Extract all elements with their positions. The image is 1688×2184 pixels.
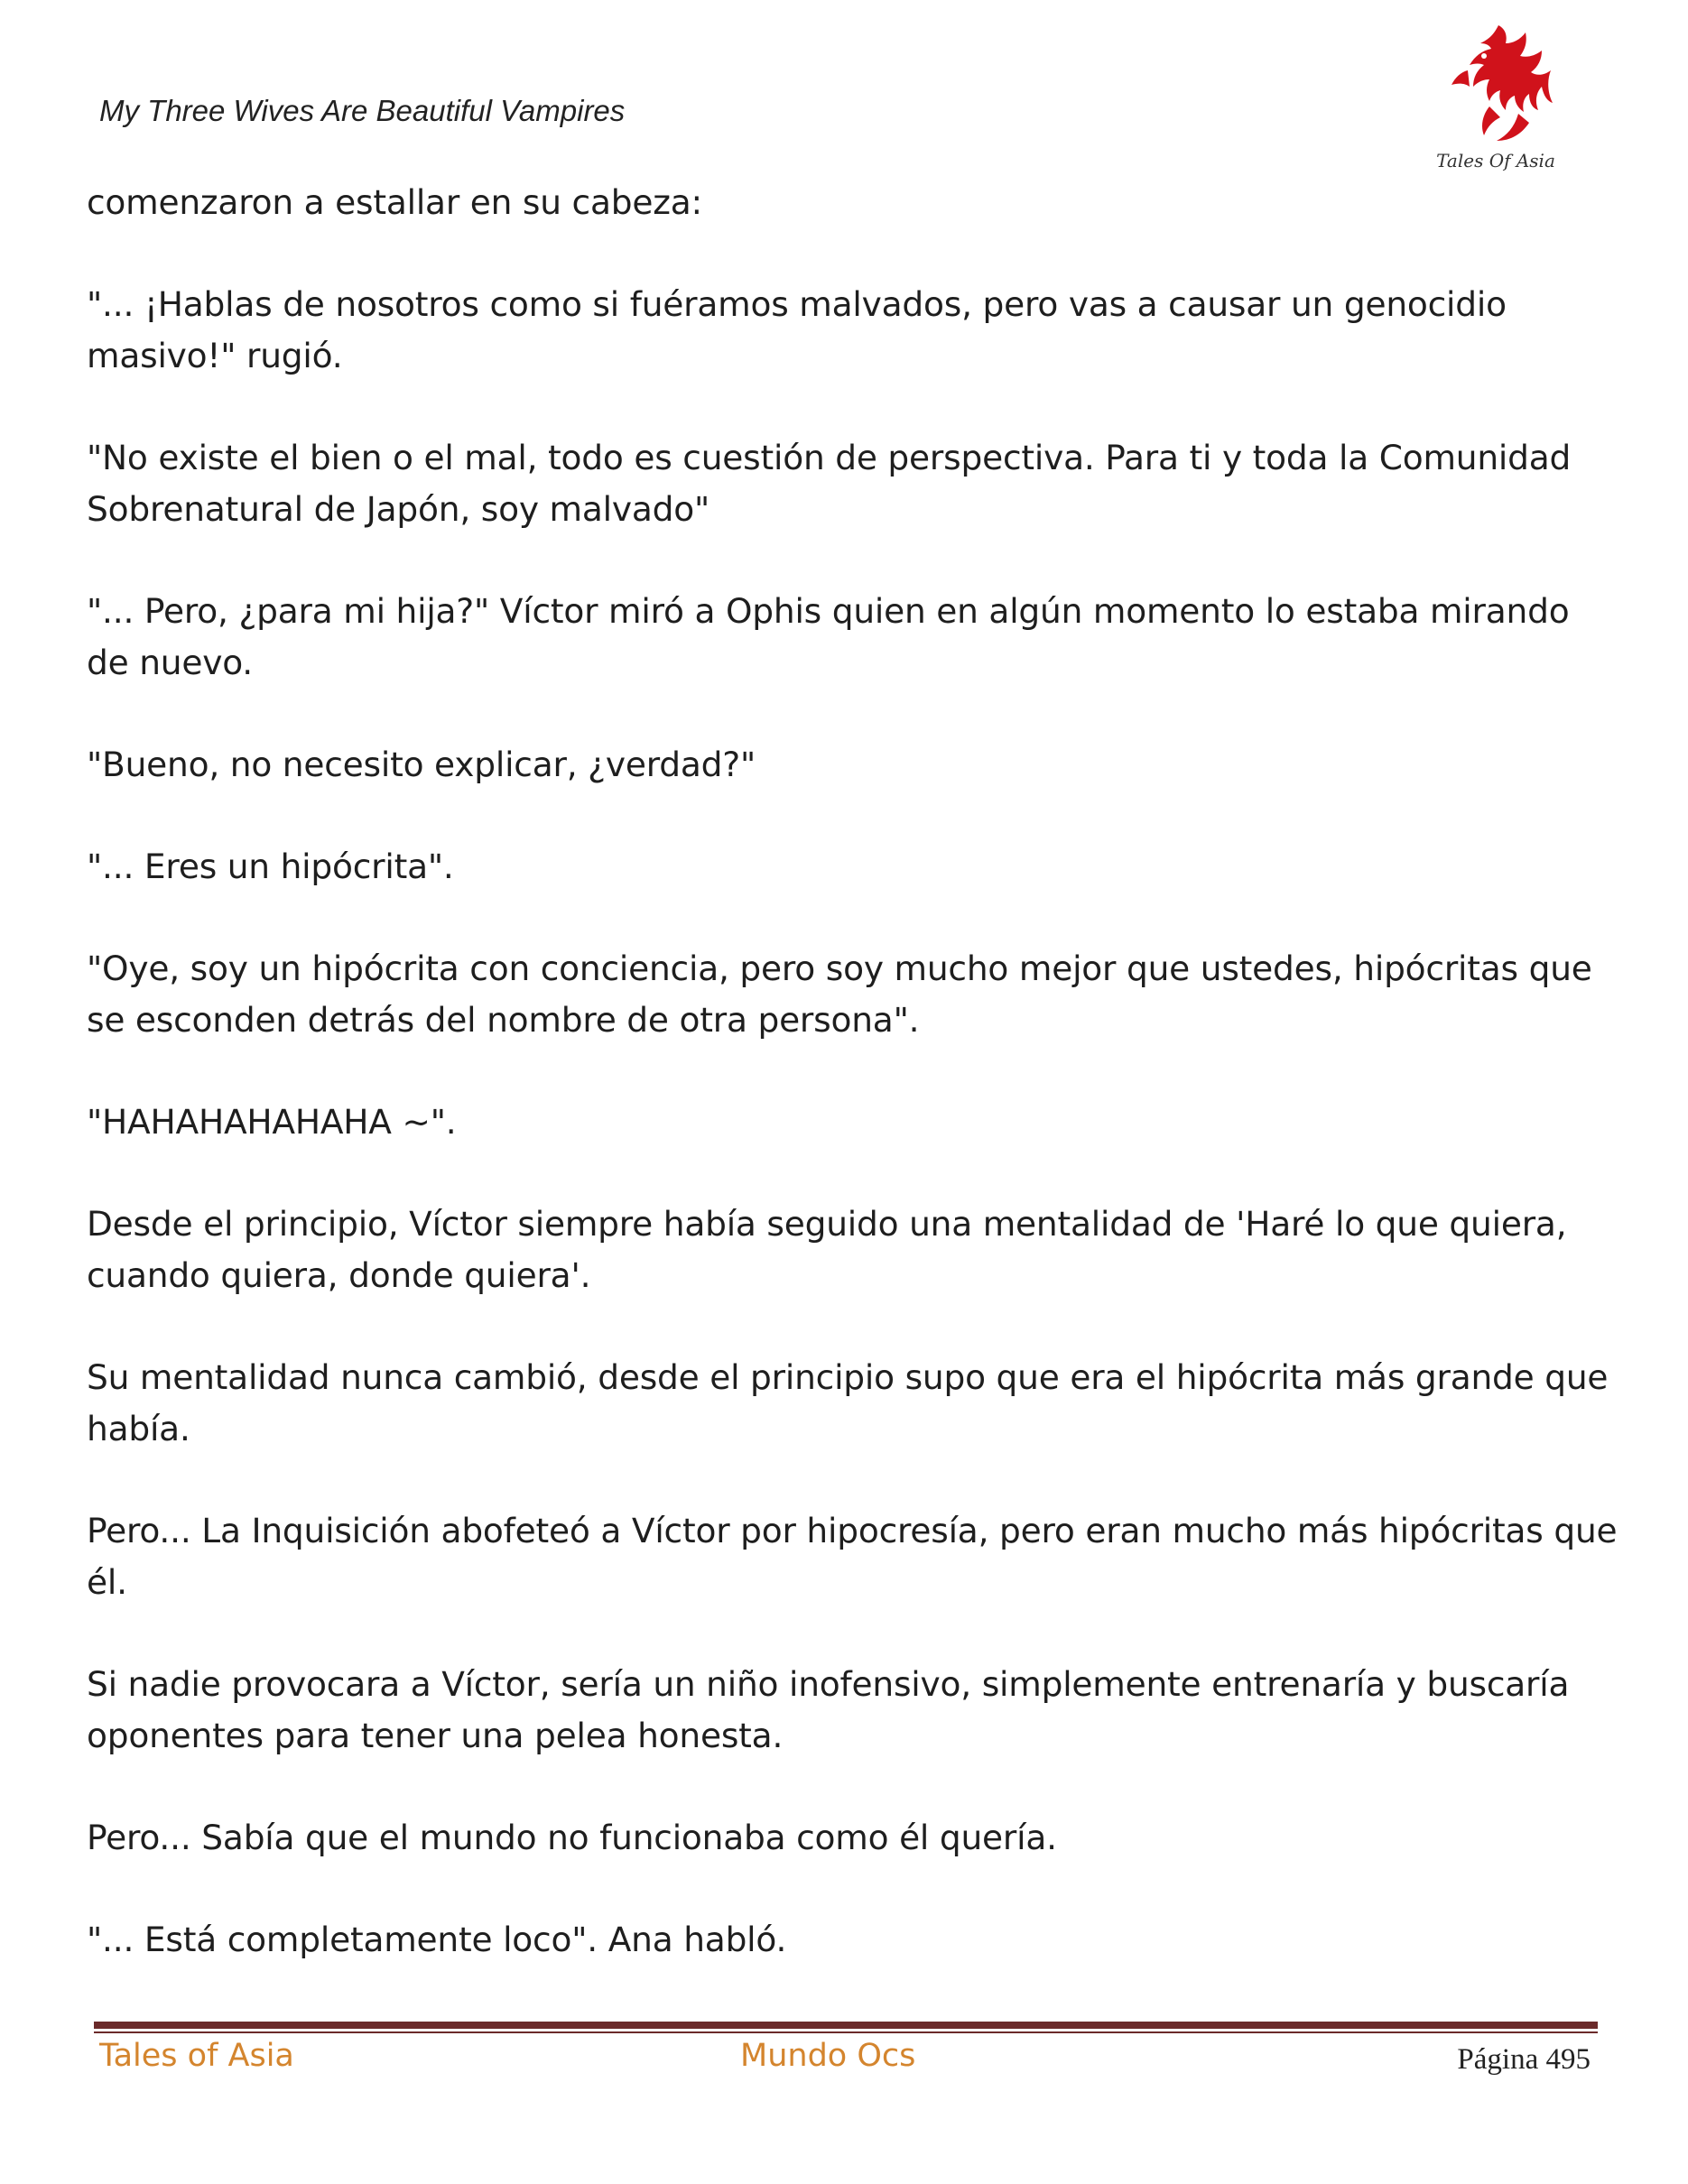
- paragraph: Pero... La Inquisición abofeteó a Víctor por hipocresía, pero eran mucho más hipócritas que él.: [87, 1511, 1618, 1602]
- logo-text: Tales Of Asia: [1436, 150, 1555, 171]
- footer-divider: [94, 2022, 1598, 2029]
- footer-site-name: Tales of Asia: [99, 2038, 294, 2074]
- paragraph: "No existe el bien o el mal, todo es cuestión de perspectiva. Para ti y toda la Comunidad Sobrenatural de Japón, soy malvado": [87, 438, 1572, 529]
- chapter-body: [87, 177, 1621, 2016]
- paragraph: comenzaron a estallar en su cabeza:: [87, 182, 702, 222]
- paragraph: "... Está completamente loco". Ana habló.: [87, 1920, 787, 1959]
- paragraph: "HAHAHAHAHAHA ~".: [87, 1102, 457, 1142]
- paragraph: Pero... Sabía que el mundo no funcionaba como él quería.: [87, 1818, 1057, 1857]
- paragraph: "Bueno, no necesito explicar, ¿verdad?": [87, 745, 756, 784]
- footer-divider-thin: [94, 2031, 1598, 2033]
- paragraph: Desde el principio, Víctor siempre había seguido una mentalidad de 'Haré lo que quiera, cuando quiera, donde quiera'.: [87, 1204, 1567, 1295]
- page-number: Página 495: [1457, 2043, 1591, 2076]
- paragraph: "... ¡Hablas de nosotros como si fuéramos malvados, pero vas a causar un genocidio masivo!" rugió.: [87, 284, 1507, 375]
- paragraph: "... Eres un hipócrita".: [87, 847, 454, 886]
- paragraph: "... Pero, ¿para mi hija?" Víctor miró a Ophis quien en algún momento lo estaba mirando de nuevo.: [87, 591, 1570, 682]
- paragraph: Su mentalidad nunca cambió, desde el principio supo que era el hipócrita más grande que había.: [87, 1357, 1609, 1448]
- footer-section-name: Mundo Ocs: [740, 2038, 916, 2074]
- paragraph: "Oye, soy un hipócrita con conciencia, pero soy mucho mejor que ustedes, hipócritas que se esconden detrás del nombre de otra persona".: [87, 949, 1592, 1040]
- book-title: My Three Wives Are Beautiful Vampires: [99, 94, 626, 127]
- paragraph: Si nadie provocara a Víctor, sería un niño inofensivo, simplemente entrenaría y buscaría oponentes para tener una pelea honesta.: [87, 1664, 1570, 1755]
